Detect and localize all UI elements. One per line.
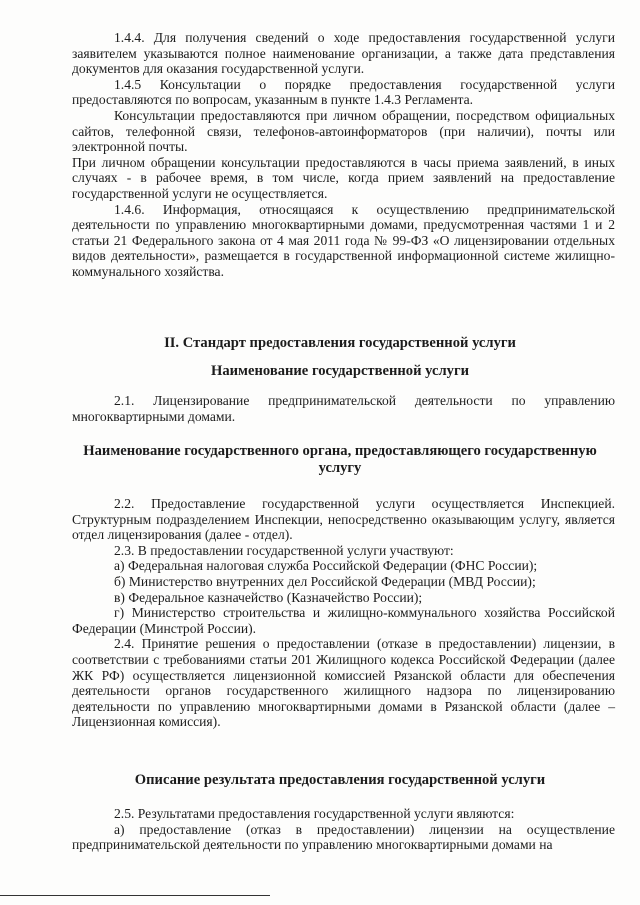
- paragraph-2-4: 2.4. Принятие решения о предоставлении (отказе в предоставлении) лицензии, в соответствии с требованиями статьи 201 Жилищного кодекса Российской Федерации (далее ЖК РФ) осуществляется лицензионной комиссией Рязанской области для обеспечения деятельности органов государственного жилищного надзора по лицензированию деятельности по управлению многоквартирными домами в Рязанской области (далее – Лицензионная комиссия).: [72, 636, 615, 730]
- paragraph-2-1-block: [72, 393, 615, 424]
- list-item-b: б) Министерство внутренних дел Российской Федерации (МВД России);: [114, 573, 536, 589]
- paragraph-1-4-5: 1.4.5 Консультации о порядке предоставления государственной услуги предоставляются по вопросам, указанным в пункте 1.4.3 Регламента.: [72, 76, 615, 108]
- paragraph-2-5: 2.5. Результатами предоставления государственной услуги являются:: [114, 806, 515, 821]
- list-item-v: в) Федеральное казначейство (Казначейство России);: [114, 589, 423, 605]
- list-item-2-5-a: а) предоставление (отказ в предоставлении) лицензии на осуществление предпринимательской деятельности по управлению многоквартирными домами на: [72, 821, 615, 853]
- list-item-g: г) Министерство строительства и жилищно-коммунального хозяйства Российской Федерации (Минстрой России).: [72, 605, 615, 636]
- paragraph-1-4-4: 1.4.4. Для получения сведений о ходе предоставления государственной услуги заявителем указываются полное наименование организации, а также дата представления документов для оказания государственной услуги.: [72, 30, 615, 77]
- footer-rule: [0, 895, 270, 896]
- subtitle-service-name: Наименование государственной услуги: [211, 363, 469, 379]
- section-2-2-2-4-text: [72, 496, 615, 730]
- list-item-a: а) Федеральная налоговая служба Российской Федерации (ФНС России);: [114, 558, 538, 574]
- section-title: II. Стандарт предоставления государственной услуги: [164, 335, 516, 351]
- paragraph-1-4-6: 1.4.6. Информация, относящаяся к осуществлению предпринимательской деятельности по управлению многоквартирными домами, предусмотренная частями 1 и 2 статьи 21 Федерального закона от 4 мая 2011 года № 99-ФЗ «О лицензировании отдельных видов деятельности», размещается в государственной информационной системе жилищно-коммунального хозяйства.: [72, 201, 615, 279]
- paragraph-consultations: Консультации предоставляются при личном обращении, посредством официальных сайтов, телефонной связи, телефонов-автоинформаторов (при наличии), почты или электронной почты.: [72, 107, 615, 155]
- subtitle-authority: Наименование государственного органа, предоставляющего государственную услугу: [83, 443, 597, 476]
- paragraph-2-3: 2.3. В предоставлении государственной услуги участвуют:: [114, 542, 454, 558]
- subtitle-result: Описание результата предоставления государственной услуги: [134, 772, 546, 788]
- section-2-5-text: [72, 806, 615, 853]
- paragraph-2-2: 2.2. Предоставление государственной услуги осуществляется Инспекцией. Структурным подразделением Инспекции, непосредственно оказывающим услугу, является отдел лицензирования (далее - отдел).: [72, 496, 615, 543]
- paragraph-2-1: 2.1. Лицензирование предпринимательской деятельности по управлению многоквартирными домами.: [72, 393, 615, 424]
- section-1-4-text: [72, 30, 615, 280]
- paragraph-personal-visit: При личном обращении консультации предоставляются в часы приема заявлений, в иных случаях - в рабочее время, в том числе, когда прием заявлений на предоставление государственной услуги не осуществляется.: [72, 154, 615, 201]
